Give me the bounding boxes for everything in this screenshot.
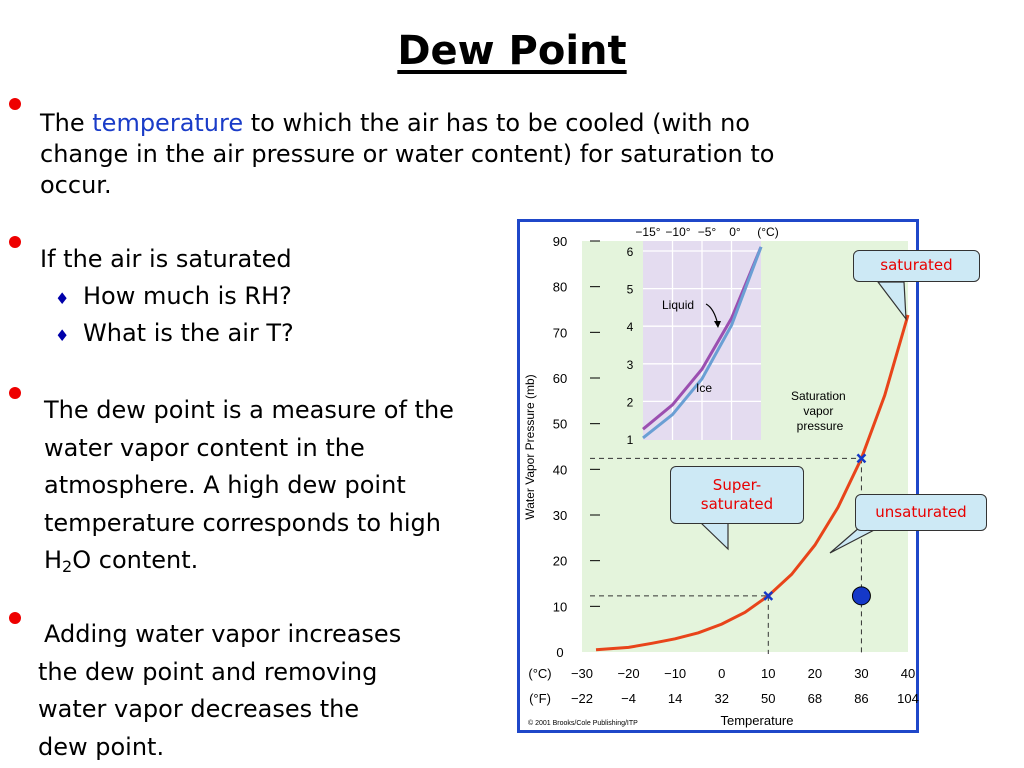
- x-tick-label: 32: [714, 691, 729, 706]
- x-tick-label: 86: [854, 691, 869, 706]
- liquid-label: Liquid: [662, 298, 695, 312]
- x-tick-label: −10: [664, 666, 687, 681]
- inset-y-tick-label: 1: [626, 433, 634, 447]
- saturated-label: saturated: [880, 256, 953, 274]
- diamond-icon: ♦: [55, 326, 70, 345]
- x-tick-label: 104: [897, 691, 919, 706]
- inset-y-tick-label: 4: [626, 320, 634, 335]
- y-tick-label: 80: [552, 279, 568, 295]
- sub-bullet-air-t: ♦ What is the air T?: [55, 319, 294, 347]
- diamond-icon: ♦: [55, 289, 70, 308]
- inset-top-tick-label: 0°: [729, 225, 741, 239]
- page-title: Dew Point: [397, 28, 627, 74]
- y-tick-label: 50: [552, 416, 568, 432]
- inset-top-tick-label: (°C): [757, 225, 779, 239]
- super-saturated-callout: [670, 466, 804, 524]
- y-tick-label: 90: [552, 234, 568, 249]
- inset-y-tick-label: 2: [626, 395, 634, 410]
- saturated-callout: [853, 250, 980, 282]
- bullet-1-text: The temperature to which the air has to be cooled (with no change in the air pressure or water content) for saturation to occur.: [40, 109, 775, 199]
- y-tick-label: 40: [552, 462, 568, 478]
- x-tick-label: 14: [667, 691, 683, 706]
- unsaturated-callout: [855, 494, 987, 531]
- x-tick-label: 20: [807, 666, 823, 681]
- x-tick-label: 68: [807, 691, 823, 706]
- bullet-marker: [9, 236, 21, 248]
- vapor-pressure-figure: [517, 219, 967, 733]
- x-tick-label: 30: [854, 666, 869, 681]
- bullet-marker: [9, 387, 21, 399]
- x-axis-label: Temperature: [720, 713, 794, 728]
- inset-top-tick-label: −5°: [697, 225, 717, 239]
- y-tick-label: 30: [552, 508, 568, 523]
- bullet-4-text: Adding water vapor increases the dew point and removing water vapor decreases the dew point.: [38, 620, 402, 761]
- inset-y-tick-label: 6: [626, 245, 634, 259]
- inset-y-tick-label: 5: [626, 282, 634, 297]
- y-tick-label: 70: [552, 325, 568, 341]
- y-tick-label: 60: [552, 371, 568, 386]
- x-unit-label: (°C): [528, 666, 552, 681]
- ice-label: Ice: [696, 381, 713, 395]
- y-axis-label: Water Vapor Pressure (mb): [523, 374, 537, 520]
- y-tick-label: 0: [556, 645, 564, 660]
- x-tick-label: 10: [761, 666, 776, 681]
- y-tick-label: 20: [552, 553, 568, 569]
- x-tick-label: −20: [617, 666, 640, 681]
- x-tick-label: −30: [570, 666, 594, 681]
- unsaturated-label: unsaturated: [875, 503, 967, 521]
- x-tick-label: −22: [570, 691, 594, 706]
- y-tick-label: 10: [552, 599, 568, 615]
- inset-y-tick-label: 3: [626, 357, 634, 372]
- unsaturated-point: [852, 587, 870, 605]
- bullet-marker: [9, 612, 21, 624]
- sub-bullet-rh: ♦ How much is RH?: [55, 282, 292, 310]
- bullet-2-text: If the air is saturated: [40, 245, 292, 273]
- x-tick-label: 0: [718, 666, 726, 681]
- x-tick-label: −4: [621, 691, 636, 706]
- inset-top-tick-label: −15°: [635, 225, 661, 239]
- x-tick-label: 50: [761, 691, 776, 706]
- x-unit-label: (°F): [529, 691, 551, 706]
- saturation-annotation: Saturation vapor pressure: [790, 389, 846, 433]
- bullet-marker: [9, 98, 21, 110]
- bullet-3-text: The dew point is a measure of the water vapor content in the atmosphere. A high dew point temperature corresponds to high $H_2O$ content.: [44, 396, 454, 576]
- copyright-text: © 2001 Brooks/Cole Publishing/ITP: [528, 720, 638, 727]
- inset-top-tick-label: −10°: [665, 225, 691, 239]
- x-tick-label: 40: [900, 666, 916, 681]
- temperature-highlight: temperature: [92, 109, 244, 137]
- super-saturated-label: Super- saturated: [700, 476, 774, 513]
